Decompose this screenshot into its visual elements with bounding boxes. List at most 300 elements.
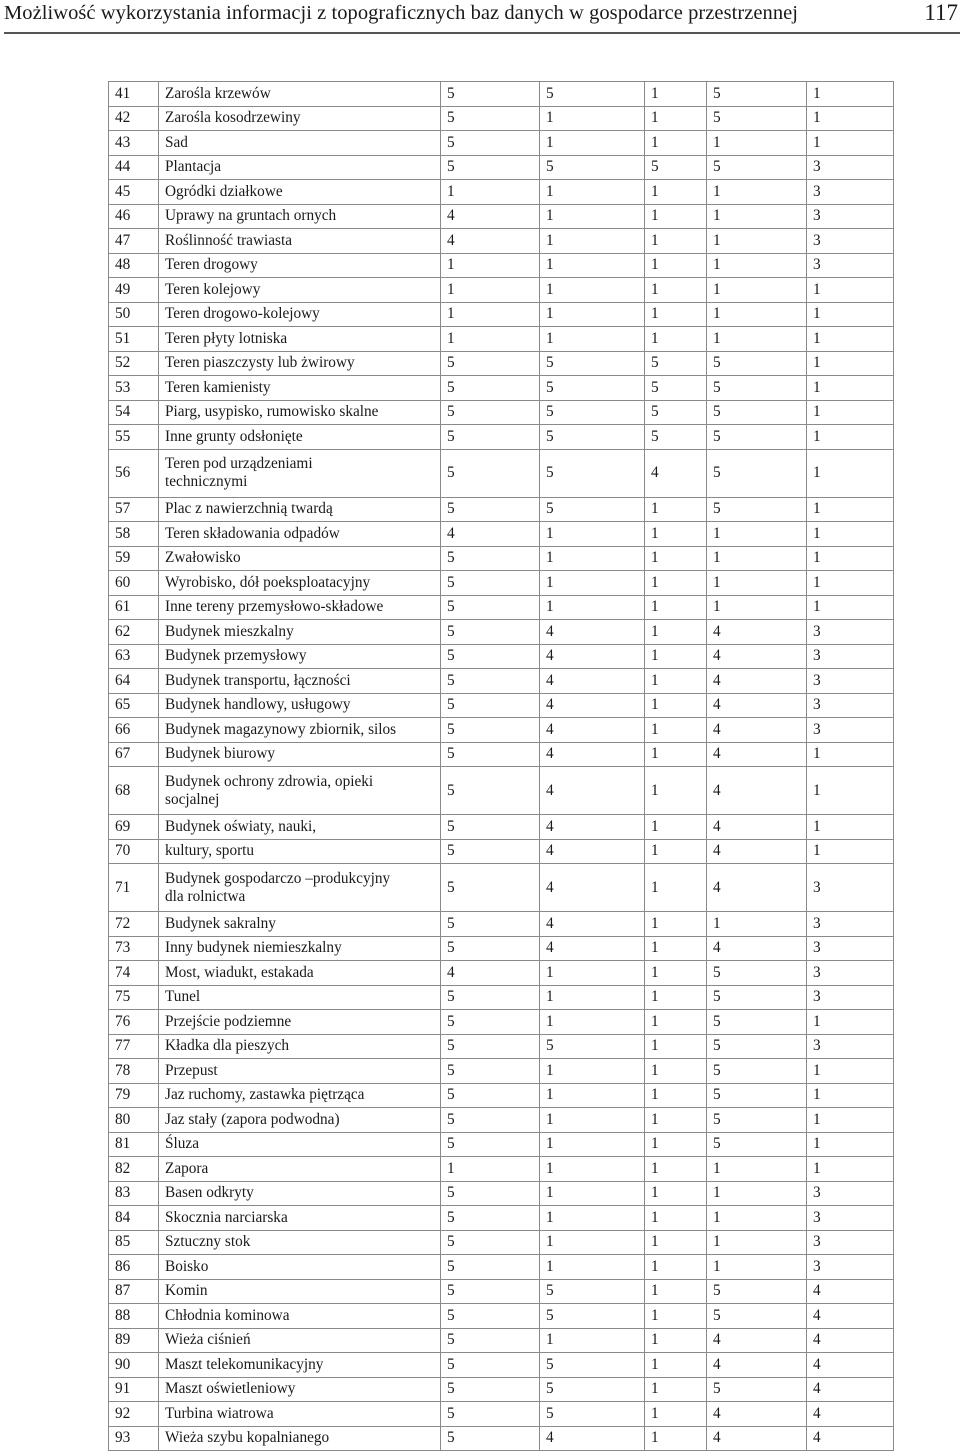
table-row xyxy=(109,718,894,743)
table-row xyxy=(109,1328,894,1353)
value-cell-5: 3 xyxy=(807,155,894,180)
value-cell-3: 1 xyxy=(645,1034,707,1059)
table-body xyxy=(109,82,894,1451)
value-cell-1: 1 xyxy=(441,1157,540,1182)
value-cell-4: 5 xyxy=(707,1034,807,1059)
value-cell-5: 1 xyxy=(807,302,894,327)
table-row xyxy=(109,1426,894,1451)
value-cell-2: 1 xyxy=(540,1255,645,1280)
value-cell-4: 4 xyxy=(707,936,807,961)
row-number: 79 xyxy=(109,1083,159,1108)
row-number: 91 xyxy=(109,1377,159,1402)
value-cell-2: 1 xyxy=(540,1230,645,1255)
row-number: 81 xyxy=(109,1132,159,1157)
value-cell-5: 3 xyxy=(807,620,894,645)
value-cell-3: 1 xyxy=(645,82,707,107)
value-cell-4: 4 xyxy=(707,644,807,669)
value-cell-5: 1 xyxy=(807,82,894,107)
value-cell-4: 5 xyxy=(707,1010,807,1035)
table-row xyxy=(109,278,894,303)
value-cell-1: 5 xyxy=(441,1426,540,1451)
value-cell-5: 4 xyxy=(807,1377,894,1402)
value-cell-1: 5 xyxy=(441,497,540,522)
row-number: 67 xyxy=(109,742,159,767)
row-number: 43 xyxy=(109,131,159,156)
land-cover-table xyxy=(108,81,894,1451)
value-cell-1: 5 xyxy=(441,1353,540,1378)
row-number: 51 xyxy=(109,327,159,352)
table-row xyxy=(109,1108,894,1133)
value-cell-3: 1 xyxy=(645,1304,707,1329)
value-cell-3: 1 xyxy=(645,1279,707,1304)
value-cell-1: 5 xyxy=(441,1304,540,1329)
value-cell-1: 4 xyxy=(441,229,540,254)
value-cell-5: 3 xyxy=(807,936,894,961)
row-name: Budynek sakralny xyxy=(159,912,441,937)
value-cell-4: 4 xyxy=(707,864,807,912)
value-cell-4: 1 xyxy=(707,912,807,937)
value-cell-4: 4 xyxy=(707,839,807,864)
value-cell-5: 1 xyxy=(807,497,894,522)
value-cell-4: 1 xyxy=(707,278,807,303)
row-name: Wieża ciśnień xyxy=(159,1328,441,1353)
value-cell-4: 5 xyxy=(707,1108,807,1133)
table-row xyxy=(109,1034,894,1059)
value-cell-5: 1 xyxy=(807,546,894,571)
row-number: 49 xyxy=(109,278,159,303)
value-cell-5: 4 xyxy=(807,1353,894,1378)
table-row xyxy=(109,449,894,497)
row-name: Wieża szybu kopalnianego xyxy=(159,1426,441,1451)
table-row xyxy=(109,327,894,352)
value-cell-5: 3 xyxy=(807,253,894,278)
value-cell-1: 4 xyxy=(441,522,540,547)
row-number: 61 xyxy=(109,595,159,620)
table-row xyxy=(109,1353,894,1378)
value-cell-4: 1 xyxy=(707,1181,807,1206)
row-name: Teren piaszczysty lub żwirowy xyxy=(159,351,441,376)
row-number: 54 xyxy=(109,400,159,425)
value-cell-5: 1 xyxy=(807,376,894,401)
value-cell-2: 4 xyxy=(540,742,645,767)
value-cell-5: 1 xyxy=(807,1059,894,1084)
value-cell-5: 1 xyxy=(807,1108,894,1133)
row-number: 87 xyxy=(109,1279,159,1304)
row-name: Tunel xyxy=(159,985,441,1010)
table-row xyxy=(109,1402,894,1427)
value-cell-3: 1 xyxy=(645,302,707,327)
value-cell-5: 1 xyxy=(807,815,894,840)
value-cell-5: 1 xyxy=(807,131,894,156)
row-name: Jaz stały (zapora podwodna) xyxy=(159,1108,441,1133)
row-name: Plac z nawierzchnią twardą xyxy=(159,497,441,522)
value-cell-4: 5 xyxy=(707,1279,807,1304)
value-cell-1: 5 xyxy=(441,669,540,694)
row-name: Inny budynek niemieszkalny xyxy=(159,936,441,961)
value-cell-5: 1 xyxy=(807,449,894,497)
value-cell-1: 5 xyxy=(441,839,540,864)
value-cell-2: 5 xyxy=(540,1353,645,1378)
row-number: 63 xyxy=(109,644,159,669)
table-row xyxy=(109,497,894,522)
value-cell-4: 5 xyxy=(707,155,807,180)
value-cell-2: 1 xyxy=(540,546,645,571)
value-cell-4: 5 xyxy=(707,1059,807,1084)
value-cell-2: 5 xyxy=(540,497,645,522)
value-cell-1: 5 xyxy=(441,742,540,767)
value-cell-1: 5 xyxy=(441,131,540,156)
row-name: Przejście podziemne xyxy=(159,1010,441,1035)
value-cell-2: 1 xyxy=(540,1010,645,1035)
value-cell-2: 5 xyxy=(540,1279,645,1304)
row-number: 84 xyxy=(109,1206,159,1231)
value-cell-4: 1 xyxy=(707,546,807,571)
row-number: 68 xyxy=(109,767,159,815)
table-row xyxy=(109,1255,894,1280)
value-cell-2: 4 xyxy=(540,912,645,937)
value-cell-5: 4 xyxy=(807,1426,894,1451)
row-name: Jaz ruchomy, zastawka piętrząca xyxy=(159,1083,441,1108)
row-number: 45 xyxy=(109,180,159,205)
table-row xyxy=(109,961,894,986)
value-cell-2: 4 xyxy=(540,718,645,743)
value-cell-1: 5 xyxy=(441,1402,540,1427)
value-cell-3: 1 xyxy=(645,571,707,596)
value-cell-1: 5 xyxy=(441,864,540,912)
row-number: 60 xyxy=(109,571,159,596)
value-cell-1: 5 xyxy=(441,1279,540,1304)
value-cell-2: 1 xyxy=(540,106,645,131)
table-row xyxy=(109,82,894,107)
value-cell-1: 5 xyxy=(441,985,540,1010)
value-cell-4: 5 xyxy=(707,1132,807,1157)
value-cell-1: 5 xyxy=(441,1230,540,1255)
value-cell-1: 5 xyxy=(441,1255,540,1280)
value-cell-1: 5 xyxy=(441,571,540,596)
value-cell-5: 1 xyxy=(807,106,894,131)
value-cell-2: 5 xyxy=(540,1034,645,1059)
value-cell-2: 1 xyxy=(540,571,645,596)
value-cell-3: 1 xyxy=(645,669,707,694)
table-row xyxy=(109,620,894,645)
value-cell-4: 4 xyxy=(707,718,807,743)
value-cell-5: 1 xyxy=(807,1132,894,1157)
value-cell-4: 5 xyxy=(707,376,807,401)
value-cell-4: 4 xyxy=(707,1426,807,1451)
value-cell-3: 1 xyxy=(645,912,707,937)
row-name: Budynek handlowy, usługowy xyxy=(159,693,441,718)
value-cell-1: 5 xyxy=(441,1181,540,1206)
table-row xyxy=(109,1206,894,1231)
value-cell-1: 5 xyxy=(441,155,540,180)
value-cell-2: 5 xyxy=(540,1304,645,1329)
value-cell-5: 1 xyxy=(807,767,894,815)
value-cell-3: 1 xyxy=(645,815,707,840)
value-cell-4: 5 xyxy=(707,1083,807,1108)
value-cell-3: 1 xyxy=(645,718,707,743)
table-row xyxy=(109,815,894,840)
row-name: Zarośla kosodrzewiny xyxy=(159,106,441,131)
value-cell-4: 1 xyxy=(707,302,807,327)
row-name: Budynek transportu, łączności xyxy=(159,669,441,694)
row-name: Inne tereny przemysłowo-składowe xyxy=(159,595,441,620)
table-row xyxy=(109,595,894,620)
row-number: 86 xyxy=(109,1255,159,1280)
row-name: Budynek mieszkalny xyxy=(159,620,441,645)
value-cell-2: 1 xyxy=(540,131,645,156)
running-title: Możliwość wykorzystania informacji z topograficznych baz danych w gospodarce przestrzennej xyxy=(4,2,799,24)
row-name: Budynek magazynowy zbiornik, silos xyxy=(159,718,441,743)
row-name: Zapora xyxy=(159,1157,441,1182)
value-cell-2: 5 xyxy=(540,425,645,450)
value-cell-1: 5 xyxy=(441,82,540,107)
value-cell-4: 4 xyxy=(707,1353,807,1378)
row-number: 44 xyxy=(109,155,159,180)
row-number: 62 xyxy=(109,620,159,645)
table-row xyxy=(109,131,894,156)
row-name: kultury, sportu xyxy=(159,839,441,864)
row-name: Śluza xyxy=(159,1132,441,1157)
row-name: Teren drogowy xyxy=(159,253,441,278)
table-row xyxy=(109,936,894,961)
row-name: Basen odkryty xyxy=(159,1181,441,1206)
row-name: Uprawy na gruntach ornych xyxy=(159,204,441,229)
value-cell-5: 1 xyxy=(807,1083,894,1108)
value-cell-5: 1 xyxy=(807,571,894,596)
row-name: Komin xyxy=(159,1279,441,1304)
value-cell-5: 3 xyxy=(807,229,894,254)
row-number: 46 xyxy=(109,204,159,229)
value-cell-5: 1 xyxy=(807,839,894,864)
value-cell-1: 5 xyxy=(441,620,540,645)
value-cell-5: 4 xyxy=(807,1328,894,1353)
value-cell-2: 5 xyxy=(540,400,645,425)
value-cell-5: 3 xyxy=(807,1181,894,1206)
value-cell-3: 1 xyxy=(645,620,707,645)
row-name: Teren drogowo-kolejowy xyxy=(159,302,441,327)
value-cell-1: 1 xyxy=(441,180,540,205)
table-row xyxy=(109,1083,894,1108)
row-name: Chłodnia kominowa xyxy=(159,1304,441,1329)
value-cell-4: 4 xyxy=(707,669,807,694)
value-cell-1: 5 xyxy=(441,1034,540,1059)
row-name: Teren płyty lotniska xyxy=(159,327,441,352)
value-cell-2: 4 xyxy=(540,1426,645,1451)
value-cell-2: 4 xyxy=(540,815,645,840)
value-cell-5: 1 xyxy=(807,1157,894,1182)
value-cell-3: 1 xyxy=(645,985,707,1010)
row-number: 48 xyxy=(109,253,159,278)
value-cell-1: 5 xyxy=(441,376,540,401)
table-row xyxy=(109,229,894,254)
row-name: Inne grunty odsłonięte xyxy=(159,425,441,450)
value-cell-1: 5 xyxy=(441,425,540,450)
value-cell-5: 3 xyxy=(807,1206,894,1231)
value-cell-3: 1 xyxy=(645,1353,707,1378)
row-number: 42 xyxy=(109,106,159,131)
value-cell-5: 4 xyxy=(807,1402,894,1427)
value-cell-2: 4 xyxy=(540,767,645,815)
value-cell-5: 1 xyxy=(807,1010,894,1035)
value-cell-3: 1 xyxy=(645,595,707,620)
value-cell-1: 5 xyxy=(441,1206,540,1231)
value-cell-3: 1 xyxy=(645,1157,707,1182)
value-cell-4: 1 xyxy=(707,522,807,547)
value-cell-3: 1 xyxy=(645,204,707,229)
value-cell-1: 5 xyxy=(441,1132,540,1157)
value-cell-3: 5 xyxy=(645,351,707,376)
value-cell-5: 1 xyxy=(807,351,894,376)
row-number: 56 xyxy=(109,449,159,497)
row-name: Maszt oświetleniowy xyxy=(159,1377,441,1402)
value-cell-4: 1 xyxy=(707,1206,807,1231)
table-row xyxy=(109,180,894,205)
row-number: 73 xyxy=(109,936,159,961)
row-number: 55 xyxy=(109,425,159,450)
value-cell-2: 4 xyxy=(540,839,645,864)
row-name: Ogródki działkowe xyxy=(159,180,441,205)
row-name: Skocznia narciarska xyxy=(159,1206,441,1231)
value-cell-3: 1 xyxy=(645,522,707,547)
value-cell-5: 1 xyxy=(807,595,894,620)
row-name: Sztuczny stok xyxy=(159,1230,441,1255)
value-cell-5: 3 xyxy=(807,1034,894,1059)
table-row xyxy=(109,1181,894,1206)
table-row xyxy=(109,1230,894,1255)
value-cell-2: 1 xyxy=(540,1132,645,1157)
row-number: 59 xyxy=(109,546,159,571)
value-cell-5: 1 xyxy=(807,742,894,767)
value-cell-2: 1 xyxy=(540,1328,645,1353)
row-number: 58 xyxy=(109,522,159,547)
value-cell-4: 5 xyxy=(707,106,807,131)
value-cell-3: 1 xyxy=(645,1206,707,1231)
row-number: 88 xyxy=(109,1304,159,1329)
table-row xyxy=(109,1132,894,1157)
table-row xyxy=(109,1157,894,1182)
value-cell-4: 4 xyxy=(707,767,807,815)
row-number: 77 xyxy=(109,1034,159,1059)
value-cell-3: 1 xyxy=(645,1426,707,1451)
row-number: 65 xyxy=(109,693,159,718)
row-name: Piarg, usypisko, rumowisko skalne xyxy=(159,400,441,425)
value-cell-2: 4 xyxy=(540,864,645,912)
value-cell-1: 5 xyxy=(441,644,540,669)
value-cell-3: 1 xyxy=(645,327,707,352)
value-cell-2: 1 xyxy=(540,1108,645,1133)
value-cell-5: 3 xyxy=(807,985,894,1010)
value-cell-2: 1 xyxy=(540,522,645,547)
value-cell-2: 5 xyxy=(540,155,645,180)
table-row xyxy=(109,864,894,912)
value-cell-4: 5 xyxy=(707,961,807,986)
value-cell-5: 1 xyxy=(807,400,894,425)
row-name: Plantacja xyxy=(159,155,441,180)
row-name: Turbina wiatrowa xyxy=(159,1402,441,1427)
value-cell-4: 5 xyxy=(707,1304,807,1329)
value-cell-2: 1 xyxy=(540,1206,645,1231)
row-name: Zarośla krzewów xyxy=(159,82,441,107)
table-row xyxy=(109,742,894,767)
value-cell-2: 1 xyxy=(540,1181,645,1206)
value-cell-4: 5 xyxy=(707,82,807,107)
table-row xyxy=(109,912,894,937)
value-cell-1: 5 xyxy=(441,1059,540,1084)
value-cell-2: 1 xyxy=(540,229,645,254)
row-number: 41 xyxy=(109,82,159,107)
row-number: 75 xyxy=(109,985,159,1010)
value-cell-5: 3 xyxy=(807,961,894,986)
value-cell-1: 4 xyxy=(441,204,540,229)
value-cell-1: 1 xyxy=(441,302,540,327)
value-cell-2: 5 xyxy=(540,1402,645,1427)
table-row xyxy=(109,155,894,180)
value-cell-4: 4 xyxy=(707,815,807,840)
table-row xyxy=(109,1304,894,1329)
value-cell-4: 1 xyxy=(707,131,807,156)
value-cell-3: 1 xyxy=(645,1255,707,1280)
value-cell-2: 4 xyxy=(540,936,645,961)
value-cell-2: 4 xyxy=(540,693,645,718)
value-cell-3: 1 xyxy=(645,864,707,912)
row-name: Budynek przemysłowy xyxy=(159,644,441,669)
value-cell-4: 5 xyxy=(707,1377,807,1402)
value-cell-2: 5 xyxy=(540,449,645,497)
value-cell-2: 1 xyxy=(540,985,645,1010)
value-cell-3: 1 xyxy=(645,1230,707,1255)
value-cell-2: 1 xyxy=(540,1059,645,1084)
row-number: 64 xyxy=(109,669,159,694)
row-name: Budynek oświaty, nauki, xyxy=(159,815,441,840)
value-cell-2: 1 xyxy=(540,1157,645,1182)
value-cell-2: 1 xyxy=(540,595,645,620)
value-cell-3: 1 xyxy=(645,1010,707,1035)
value-cell-1: 5 xyxy=(441,1328,540,1353)
row-number: 93 xyxy=(109,1426,159,1451)
row-number: 69 xyxy=(109,815,159,840)
table-row xyxy=(109,400,894,425)
value-cell-1: 5 xyxy=(441,106,540,131)
row-name: Teren pod urządzeniami technicznymi xyxy=(159,449,441,497)
table-row xyxy=(109,693,894,718)
value-cell-2: 1 xyxy=(540,253,645,278)
value-cell-5: 4 xyxy=(807,1304,894,1329)
value-cell-3: 1 xyxy=(645,180,707,205)
table-row xyxy=(109,106,894,131)
value-cell-4: 4 xyxy=(707,1402,807,1427)
value-cell-4: 5 xyxy=(707,985,807,1010)
value-cell-3: 1 xyxy=(645,131,707,156)
page-header xyxy=(4,0,960,34)
value-cell-3: 5 xyxy=(645,376,707,401)
value-cell-3: 1 xyxy=(645,1328,707,1353)
value-cell-1: 5 xyxy=(441,912,540,937)
table-row xyxy=(109,571,894,596)
row-number: 72 xyxy=(109,912,159,937)
value-cell-3: 5 xyxy=(645,400,707,425)
value-cell-5: 3 xyxy=(807,1230,894,1255)
row-name: Teren składowania odpadów xyxy=(159,522,441,547)
value-cell-3: 1 xyxy=(645,767,707,815)
value-cell-2: 5 xyxy=(540,1377,645,1402)
row-number: 80 xyxy=(109,1108,159,1133)
table-row xyxy=(109,204,894,229)
row-number: 53 xyxy=(109,376,159,401)
value-cell-2: 1 xyxy=(540,1083,645,1108)
value-cell-1: 4 xyxy=(441,961,540,986)
value-cell-3: 1 xyxy=(645,253,707,278)
value-cell-1: 5 xyxy=(441,595,540,620)
